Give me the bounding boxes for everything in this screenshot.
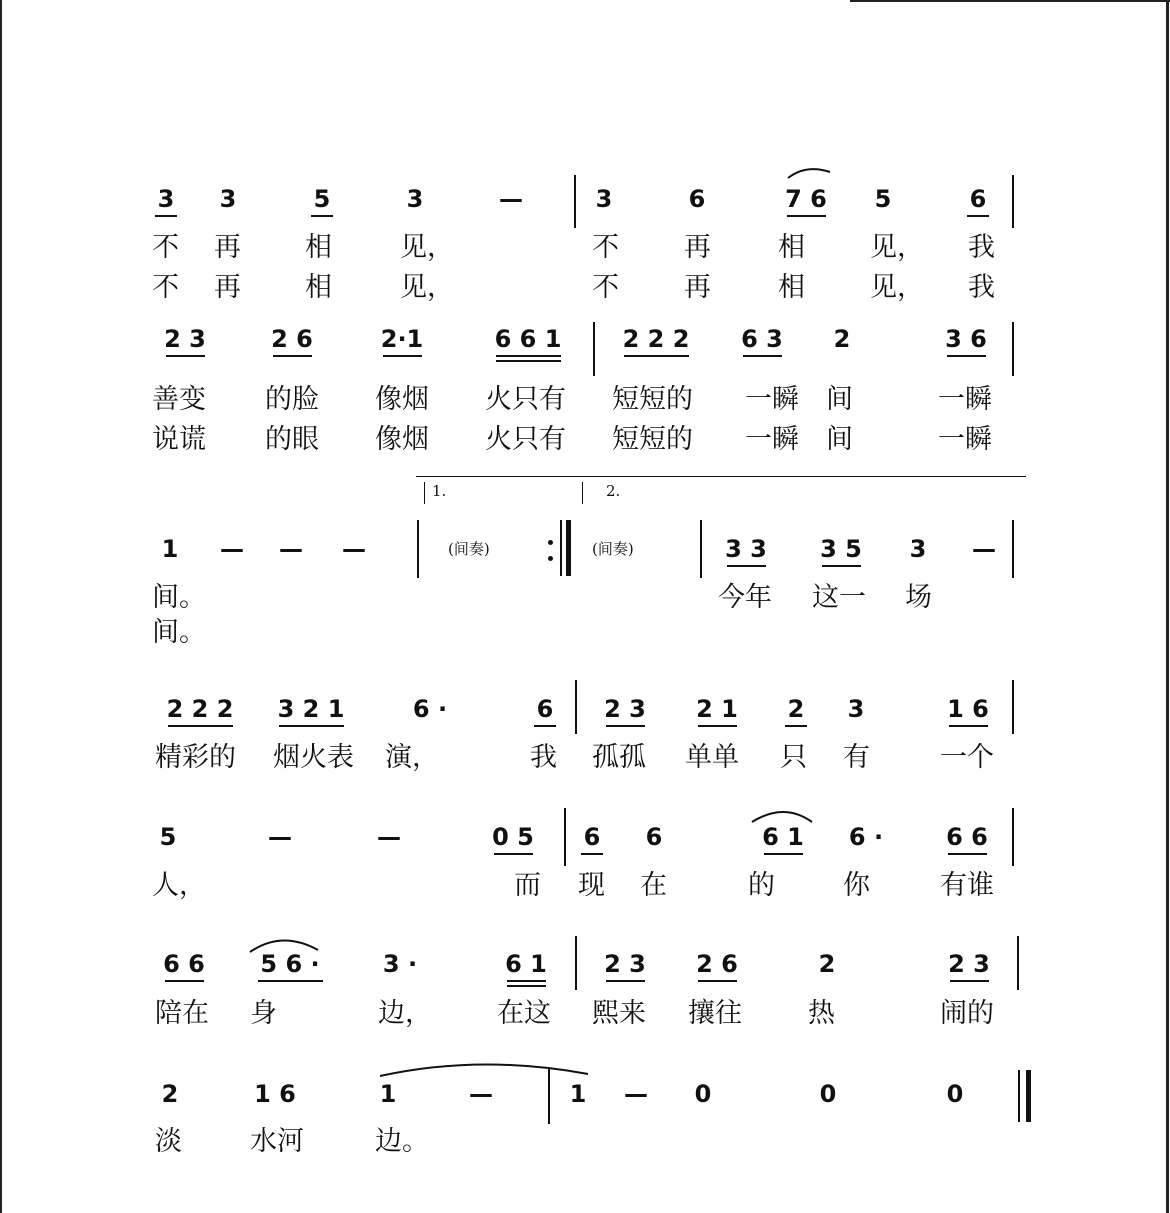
underline-beam <box>581 853 603 855</box>
lyric-word: 有 <box>843 742 870 773</box>
slur-row1 <box>788 169 830 178</box>
note: 3 <box>157 185 175 213</box>
note: 6 <box>969 185 987 213</box>
lyric-word: 演， <box>385 742 439 773</box>
note: 5 <box>159 823 177 851</box>
lyric-word: 人， <box>152 870 206 901</box>
lyric-word: 这一 <box>812 582 866 613</box>
lyric-word: 边。 <box>375 1126 429 1157</box>
interlude-label-1: (间奏) <box>448 540 490 558</box>
note: 2 6 <box>271 325 313 353</box>
lyric-word: 熙来 <box>592 998 646 1029</box>
underline-beam <box>947 355 986 357</box>
note: — <box>624 1080 648 1108</box>
note: 0 <box>946 1080 964 1108</box>
underline-beam <box>168 725 233 727</box>
note: 5 <box>874 185 892 213</box>
underline-beam <box>534 725 556 727</box>
lyric-word: 不 <box>152 232 179 263</box>
lyric-word: 今年 <box>718 582 772 613</box>
note: 2 2 2 <box>166 695 234 723</box>
note: 0 <box>819 1080 837 1108</box>
note: 2 6 <box>696 950 738 978</box>
underline-beam <box>507 985 546 987</box>
underline-beam <box>743 355 782 357</box>
lyric-word: 火只有 <box>485 424 566 455</box>
lyric-word: 见， <box>870 232 924 263</box>
note: 6 3 <box>741 325 783 353</box>
lyric-word: 不 <box>592 272 619 303</box>
note: — <box>279 535 303 563</box>
note: 2 3 <box>604 950 646 978</box>
note: 2 <box>787 695 805 723</box>
lyric-word: 只 <box>780 742 807 773</box>
underline-beam <box>311 215 333 217</box>
lyric-word: 现 <box>578 870 605 901</box>
underline-beam <box>166 355 205 357</box>
underline-beam <box>822 565 861 567</box>
lyric-word: 单单 <box>685 742 739 773</box>
underline-beam <box>624 355 689 357</box>
lyric-word: 一瞬 <box>745 384 799 415</box>
note: 6 1 <box>762 823 804 851</box>
barline <box>1017 936 1019 990</box>
underline-beam <box>258 980 323 982</box>
note: — <box>499 185 523 213</box>
underline-beam <box>698 980 737 982</box>
lyric-word: 不 <box>152 272 179 303</box>
underline-beam <box>606 980 645 982</box>
lyric-word: 身 <box>250 998 277 1029</box>
tie-row7 <box>380 1064 588 1076</box>
lyric-word: 见， <box>400 272 454 303</box>
underline-beam <box>155 215 177 217</box>
lyric-word: 见， <box>870 272 924 303</box>
note: 6 · <box>848 823 884 851</box>
lyric-word: 一瞬 <box>938 424 992 455</box>
lyric-word: 间 <box>826 424 853 455</box>
lyric-word: 一瞬 <box>745 424 799 455</box>
slur-row5 <box>752 812 812 822</box>
note: 3 · <box>382 950 418 978</box>
note: 6 6 <box>946 823 988 851</box>
lyric-word: 像烟 <box>375 384 429 415</box>
note: 6 <box>536 695 554 723</box>
note: 1 6 <box>254 1080 296 1108</box>
lyric-word: 火只有 <box>485 384 566 415</box>
underline-beam <box>764 853 803 855</box>
lyric-word: 再 <box>684 272 711 303</box>
lyric-word: 热 <box>808 998 835 1029</box>
underline-beam <box>787 215 826 217</box>
underline-beam <box>606 725 645 727</box>
note: 5 6 · <box>260 950 320 978</box>
lyric-word: 一个 <box>940 742 994 773</box>
lyric-word: 再 <box>214 232 241 263</box>
lyric-word: 在这 <box>497 998 551 1029</box>
note: 6 <box>688 185 706 213</box>
underline-beam <box>279 725 344 727</box>
barline <box>1012 175 1014 228</box>
note: 7 6 <box>785 185 827 213</box>
lyric-word: 水河 <box>250 1126 304 1157</box>
lyric-word: 闹的 <box>940 998 994 1029</box>
underline-beam <box>273 355 312 357</box>
note: 2·1 <box>380 325 424 353</box>
note: 2 3 <box>164 325 206 353</box>
volta-1-label: 1. <box>432 482 447 500</box>
lyric-word: 一瞬 <box>938 384 992 415</box>
note: 2 3 <box>604 695 646 723</box>
lyric-word: 再 <box>684 232 711 263</box>
volta-2-label: 2. <box>606 482 621 500</box>
lyric-word: 我 <box>968 232 995 263</box>
note: 3 3 <box>725 535 767 563</box>
note: — <box>972 535 996 563</box>
barline <box>574 175 576 228</box>
barline <box>1012 808 1014 866</box>
lyric-word: 精彩的 <box>155 742 236 773</box>
note: 2 <box>833 325 851 353</box>
lyric-word: 边， <box>378 998 432 1029</box>
lyric-word: 短短的 <box>612 424 693 455</box>
note: 3 6 <box>945 325 987 353</box>
lyric-word: 相 <box>305 272 332 303</box>
lyric-word: 的眼 <box>265 424 319 455</box>
lyric-word: 间。 <box>152 582 206 613</box>
underline-beam <box>727 565 766 567</box>
underline-beam <box>496 355 561 357</box>
note: 3 5 <box>820 535 862 563</box>
lyric-word: 有谁 <box>940 870 994 901</box>
lyric-word: 间 <box>826 384 853 415</box>
barline <box>700 520 702 578</box>
lyric-word: 再 <box>214 272 241 303</box>
underline-beam <box>948 853 987 855</box>
note: 2 1 <box>696 695 738 723</box>
lyric-word: 你 <box>843 870 870 901</box>
note: 0 <box>694 1080 712 1108</box>
barline <box>548 1068 550 1124</box>
lyric-word: 不 <box>592 232 619 263</box>
note: 6 6 1 <box>494 325 562 353</box>
note: 3 <box>595 185 613 213</box>
lyric-word: 淡 <box>155 1126 182 1157</box>
note: — <box>377 823 401 851</box>
note: 1 6 <box>947 695 989 723</box>
underline-beam <box>383 355 422 357</box>
underline-beam <box>698 725 737 727</box>
note: 3 2 1 <box>277 695 345 723</box>
note: — <box>342 535 366 563</box>
lyric-word: 像烟 <box>375 424 429 455</box>
barline <box>575 680 577 734</box>
lyric-word: 我 <box>968 272 995 303</box>
note: 1 <box>379 1080 397 1108</box>
note: 3 <box>909 535 927 563</box>
lyric-word: 场 <box>905 582 932 613</box>
lyric-word: 烟火表 <box>273 742 354 773</box>
note: 5 <box>313 185 331 213</box>
barline <box>1012 520 1014 578</box>
lyric-word: 在 <box>640 870 667 901</box>
underline-beam <box>496 360 561 362</box>
underline-beam <box>949 725 988 727</box>
note: 1 <box>569 1080 587 1108</box>
note: 6 <box>645 823 663 851</box>
note: 3 <box>406 185 424 213</box>
note: — <box>268 823 292 851</box>
note: 0 5 <box>492 823 534 851</box>
underline-beam <box>165 980 204 982</box>
lyric-word: 短短的 <box>612 384 693 415</box>
lyric-word: 见， <box>400 232 454 263</box>
underline-beam <box>950 980 989 982</box>
underline-beam <box>494 853 533 855</box>
lyric-word: 相 <box>305 232 332 263</box>
lyric-word: 攘往 <box>688 998 742 1029</box>
note: 2 3 <box>948 950 990 978</box>
note: — <box>469 1080 493 1108</box>
lyric-word: 相 <box>778 272 805 303</box>
note: 3 <box>219 185 237 213</box>
note: 6 <box>583 823 601 851</box>
underline-beam <box>507 980 546 982</box>
lyric-word: 孤孤 <box>592 742 646 773</box>
lyric-word: 的 <box>748 870 775 901</box>
lyric-word: 间。 <box>152 617 206 648</box>
note: 2 2 2 <box>622 325 690 353</box>
lyric-word: 相 <box>778 232 805 263</box>
lyric-word: 而 <box>514 870 541 901</box>
note: 1 <box>161 535 179 563</box>
barline <box>575 936 577 990</box>
underline-beam <box>967 215 989 217</box>
note: 6 1 <box>505 950 547 978</box>
lyric-word: 陪在 <box>155 998 209 1029</box>
lyric-word: 我 <box>530 742 557 773</box>
lyric-word: 的脸 <box>265 384 319 415</box>
interlude-label-2: (间奏) <box>592 540 634 558</box>
note: 2 <box>161 1080 179 1108</box>
note: 6 6 <box>163 950 205 978</box>
barline <box>1012 322 1014 376</box>
barline <box>564 808 566 866</box>
note: 3 <box>847 695 865 723</box>
lyric-word: 说谎 <box>152 424 206 455</box>
note: 6 · <box>412 695 448 723</box>
note: 2 <box>818 950 836 978</box>
lyric-word: 善变 <box>152 384 206 415</box>
barline <box>1012 680 1014 734</box>
barline <box>593 322 595 376</box>
underline-beam <box>785 725 807 727</box>
barline <box>417 520 419 578</box>
note: — <box>220 535 244 563</box>
